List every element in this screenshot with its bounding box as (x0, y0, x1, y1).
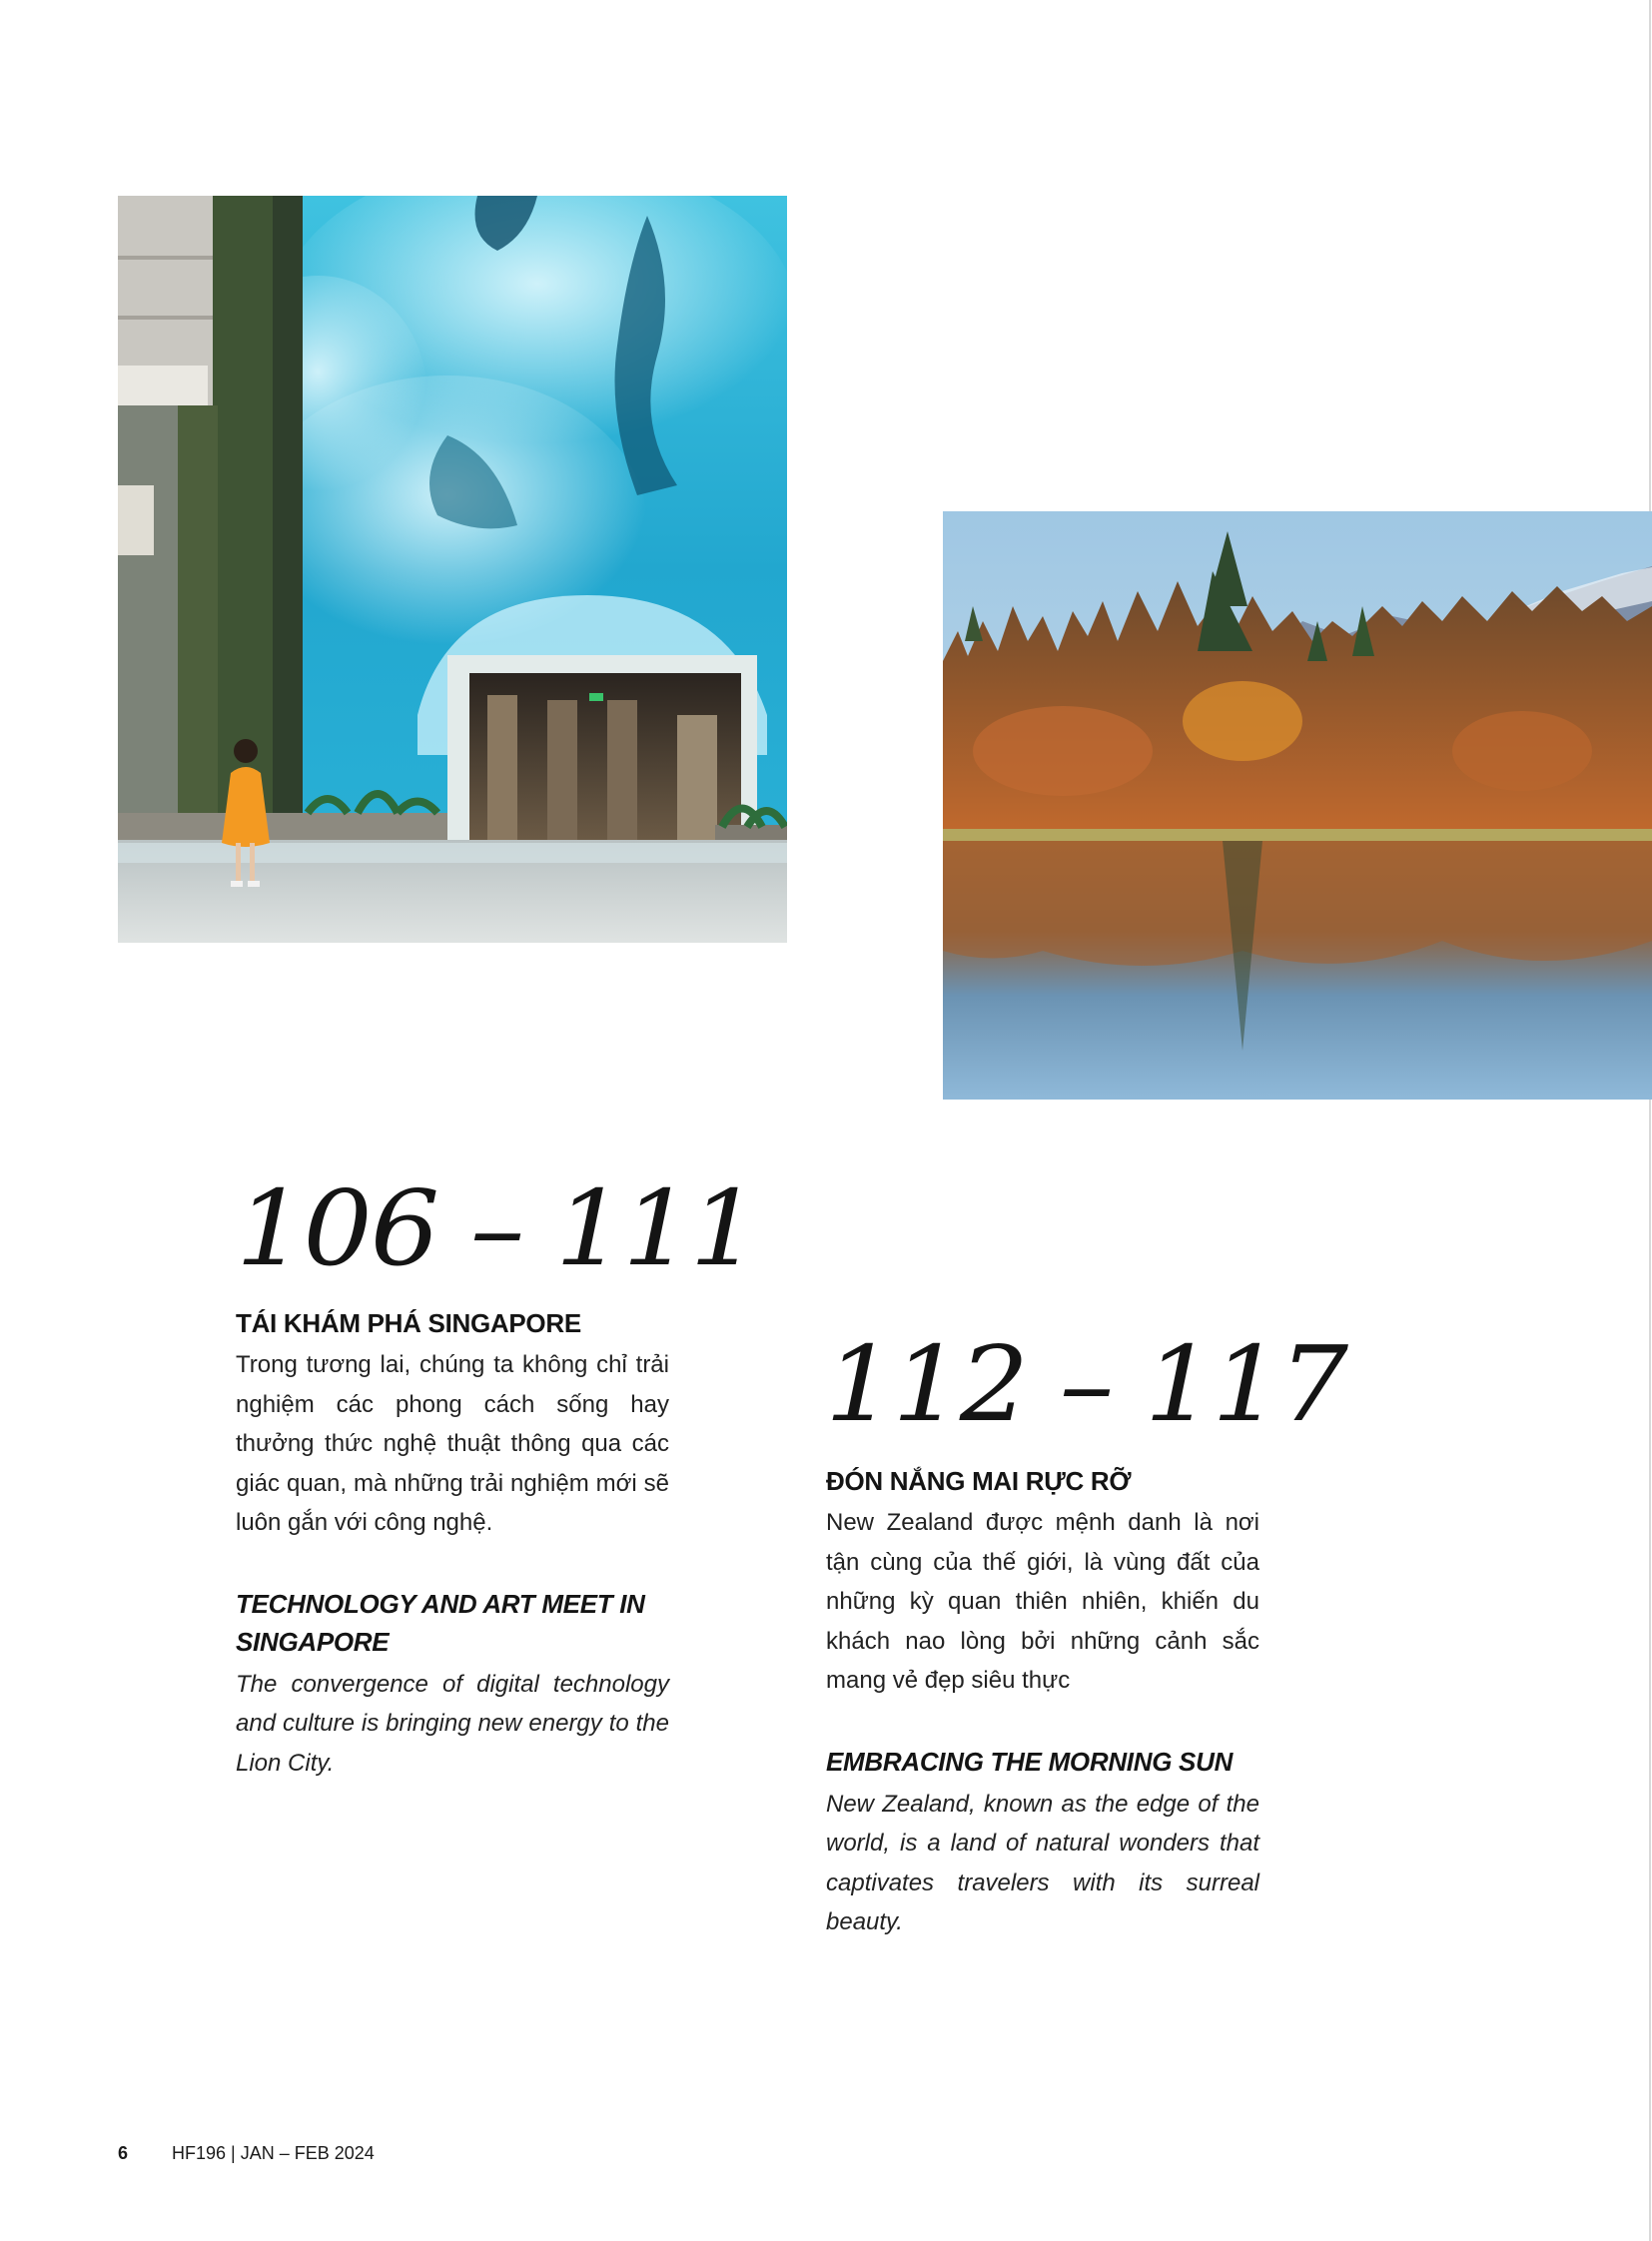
en-title: TECHNOLOGY AND ART MEET IN SINGAPORE (236, 1588, 645, 1657)
vn-body: Trong tương lai, chúng ta không chỉ trải nghiệm các phong cách sống hay thưởng thức nghệ thuật thông qua các giác quan, mà những trải nghiệm mới sẽ luôn gắn với công nghệ. (236, 1351, 669, 1536)
vn-body: New Zealand được mệnh danh là nơi tận cùng của thế giới, là vùng đất của những kỳ quan thiên nhiên, khiến du khách nao lòng bởi những cảnh sắc mang vẻ đẹp siêu thực (826, 1509, 1259, 1694)
page-edge-divider (1649, 0, 1651, 2241)
en-body: New Zealand, known as the edge of the world, is a land of natural wonders that captivates travelers with its surreal beauty. (826, 1790, 1259, 1935)
en-title: EMBRACING THE MORNING SUN (826, 1746, 1234, 1777)
en-body: The convergence of digital technology and culture is bringing new energy to the Lion City. (236, 1670, 669, 1777)
article-singapore (236, 1308, 669, 1783)
singapore-waterfall-photo (118, 196, 787, 943)
vn-title: TÁI KHÁM PHÁ SINGAPORE (236, 1308, 581, 1338)
article-new-zealand (826, 1466, 1259, 1942)
issue-label: HF196 | JAN – FEB 2024 (172, 2143, 375, 2163)
page-number: 6 (118, 2143, 129, 2163)
page-footer (118, 2143, 375, 2164)
page-range-left: 106 – 111 (236, 1167, 757, 1289)
new-zealand-lake-photo (943, 511, 1652, 1100)
vn-title: ĐÓN NẮNG MAI RỰC RỠ (826, 1466, 1132, 1496)
page-range-right: 112 – 117 (825, 1323, 1346, 1445)
